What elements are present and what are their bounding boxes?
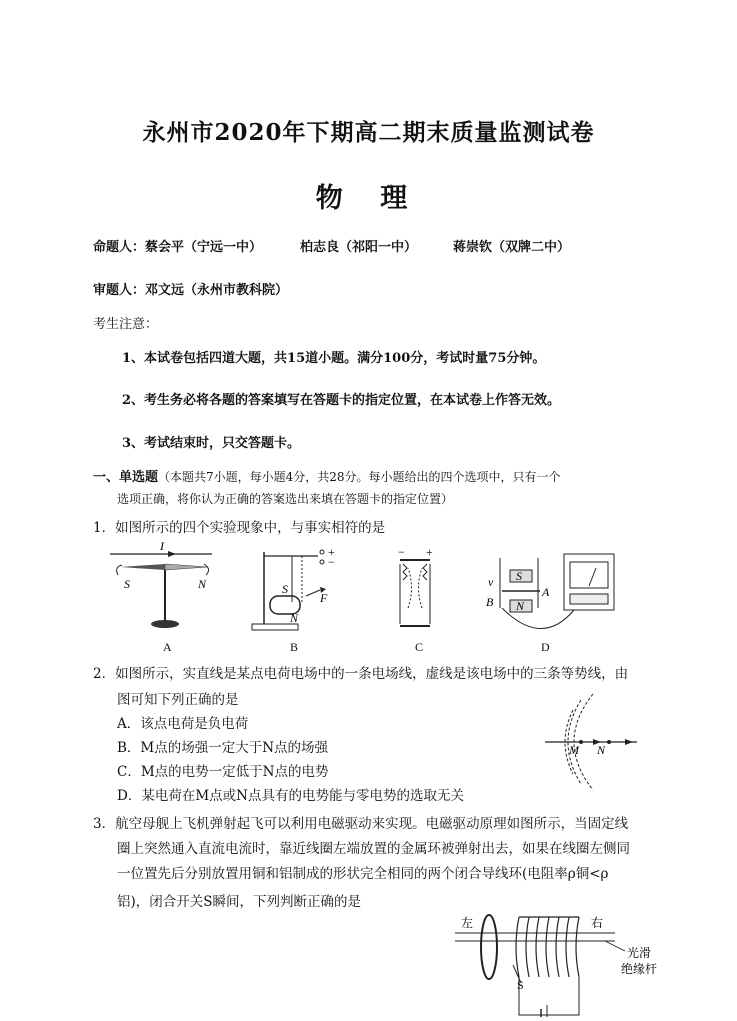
q3-figure [455, 905, 680, 1021]
reviewer-prefix: 审题人： [93, 283, 146, 298]
author-prefix: 命题人： [93, 240, 146, 255]
q3-line-2: 圈上突然通入直流电流时，靠近线圈左端放置的金属环被弹射出去，如果在线圈左侧同 [117, 841, 630, 857]
q1d-a-label: A [542, 585, 550, 599]
q1d-s-label: S [516, 569, 522, 583]
q1d-n-label: N [516, 599, 525, 613]
q3-line-1: 3．航空母舰上飞机弹射起飞可以利用电磁驱动来实现。电磁驱动原理如图所示，当固定线 [93, 816, 629, 832]
section-desc-1: （本题共7小题，每小题4分，共28分。每小题给出的四个选项中，只有一个 [158, 470, 561, 484]
q1b-s-label: S [282, 582, 288, 596]
q1b-minus: − [328, 555, 335, 569]
q2-option-a: A．该点电荷是负电荷 [117, 716, 249, 732]
author-1: 蔡会平（宁远一中） [145, 240, 263, 255]
q1a-n-label: N [198, 577, 207, 591]
author-3: 蒋崇钦（双牌二中） [453, 240, 571, 255]
notice-heading: 考生注意： [93, 317, 159, 332]
q3-left-label: 左 [461, 916, 474, 930]
q1b-f-label: F [320, 591, 328, 605]
q1c-minus: − [398, 545, 405, 559]
section-desc-2: 选项正确，将你认为正确的答案选出来填在答题卡的指定位置） [117, 492, 454, 506]
q2-option-b: B．M点的场强一定大于N点的场强 [117, 740, 329, 756]
q2-option-d: D．某电荷在M点或N点具有的电势能与零电势的选取无关 [117, 788, 464, 804]
q3-rod-label-1: 光滑 [627, 946, 652, 960]
subject-title: 物 理 [315, 183, 422, 214]
q1-label-d: D [541, 640, 550, 654]
q3-rod-label-2: 绝缘杆 [621, 962, 658, 976]
q1-label-a: A [163, 640, 172, 654]
q1-figure-c [390, 545, 440, 642]
q3-line-4: 铝)，闭合开关S瞬间，下列判断正确的是 [117, 894, 362, 910]
page-title: 永州市2020年下期高二期末质量监测试卷 [142, 119, 595, 146]
q1-text: 1．如图所示的四个实验现象中，与事实相符的是 [93, 520, 386, 536]
q1d-v-label: v [488, 575, 494, 589]
q1d-b-label: B [486, 595, 494, 609]
q1-label-c: C [415, 640, 424, 654]
author-line [93, 236, 262, 255]
section-label: 一、单选题 [93, 470, 159, 485]
reviewer-line [93, 279, 288, 298]
q2-line-2: 图可知下列正确的是 [117, 692, 239, 708]
q1b-plus: + [328, 545, 335, 559]
q2-m-label: M [569, 743, 579, 757]
q1a-current-label: I [160, 539, 164, 553]
q1-figure-b [246, 546, 346, 640]
notice-item-3: 3、考试结束时，只交答题卡。 [122, 436, 301, 451]
section-1-header [93, 466, 561, 485]
q1c-plus: + [426, 545, 433, 559]
q1a-s-label: S [124, 577, 130, 591]
reviewer-name: 邓文远（永州市教科院） [145, 283, 289, 298]
q2-figure [545, 694, 645, 793]
notice-item-1: 1、本试卷包括四道大题，共15道小题。满分100分，考试时量75分钟。 [122, 351, 546, 366]
q1b-n-label: N [290, 611, 299, 625]
q2-line-1: 2．如图所示，实直线是某点电荷电场中的一条电场线，虚线是该电场中的三条等势线，由 [93, 666, 629, 682]
notice-item-2: 2、考生务必将各题的答案填写在答题卡的指定位置，在本试卷上作答无效。 [122, 393, 561, 408]
q3-right-label: 右 [591, 916, 604, 930]
q3-switch-label: S [517, 978, 524, 992]
q3-line-3: 一位置先后分别放置用铜和铝制成的形状完全相同的两个闭合导线环(电阻率ρ铜<ρ [117, 866, 609, 882]
q1-figure-a [108, 538, 218, 642]
q2-n-label: N [597, 743, 606, 757]
q1-label-b: B [290, 640, 299, 654]
q2-option-c: C．M点的电势一定低于N点的电势 [117, 764, 329, 780]
q1-figure-d [480, 548, 620, 642]
author-2: 柏志良（祁阳一中） [300, 240, 418, 255]
